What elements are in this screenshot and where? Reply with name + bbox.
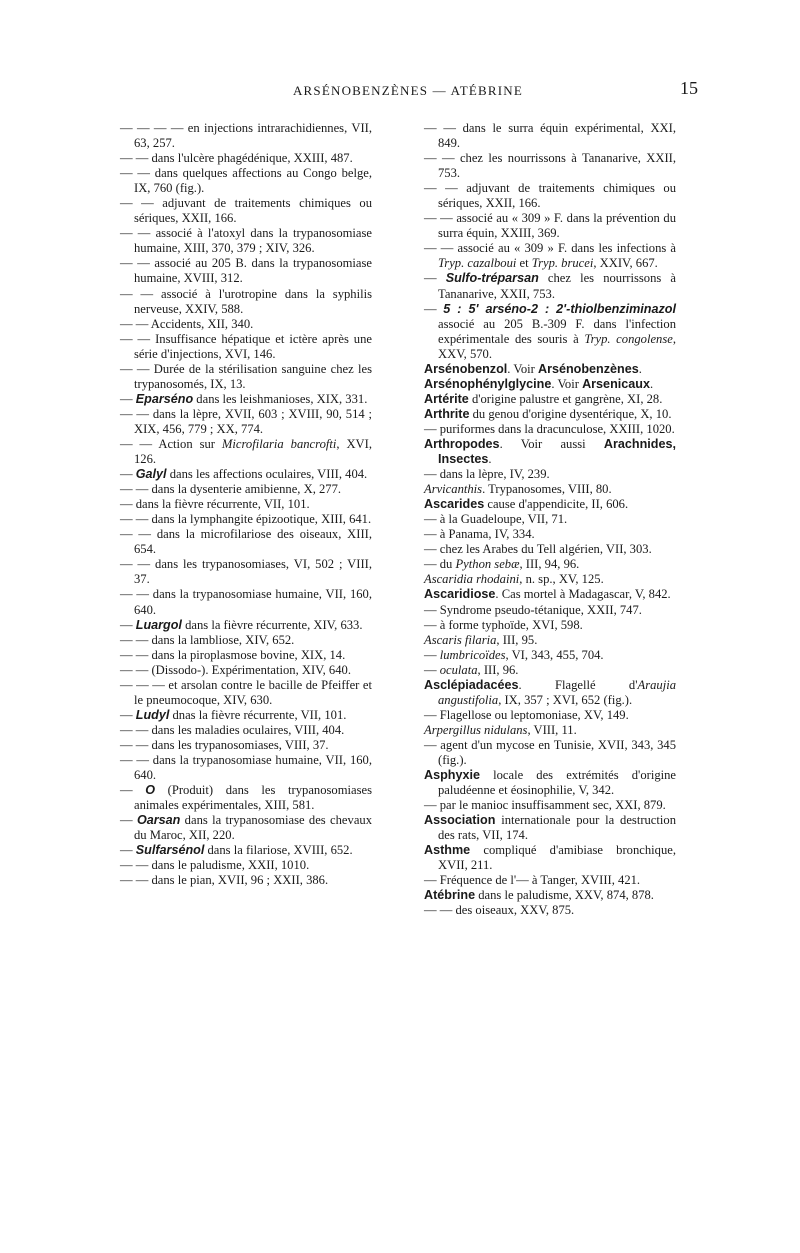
entry-text: Arsenicaux: [582, 376, 650, 391]
entry-text: internationale pour la destruction des rats, VII, 174.: [438, 813, 676, 843]
entry-text: —: [120, 843, 136, 858]
index-entry: [424, 603, 676, 618]
entry-text: Sulfo-tréparsan: [445, 271, 539, 286]
entry-text: —: [120, 783, 146, 798]
index-entry: [120, 813, 372, 843]
entry-text: — dans la fièvre récurrente, VII, 101.: [120, 497, 310, 512]
entry-text: — — dans les maladies oculaires, VIII, 404.: [120, 722, 345, 737]
entry-text: — — dans les trypanosomiases, VIII, 37.: [120, 737, 329, 752]
entry-text: — — dans le pian, XVII, 96 ; XXII, 386.: [120, 873, 329, 888]
entry-text: Arsénobenzènes: [537, 361, 639, 376]
index-entry: [424, 572, 676, 587]
index-entry: [424, 557, 676, 572]
index-entry: [424, 888, 676, 903]
entry-text: — — dans le surra équin expérimental, XXI, 849.: [424, 121, 676, 151]
entry-text: O: [145, 783, 156, 798]
entry-text: . Voir aussi: [499, 436, 604, 451]
index-entry: [120, 196, 372, 226]
entry-text: dans la fièvre récurrente, XIV, 633.: [181, 617, 363, 632]
entry-text: —: [424, 647, 440, 662]
entry-text: — — associé au 205 B. dans la trypanosomiase humaine, XVIII, 312.: [120, 256, 372, 286]
entry-text: — par le manioc insuffisamment sec, XXI, 879.: [424, 798, 666, 813]
index-entry: [424, 241, 676, 271]
entry-text: . Voir: [551, 376, 583, 391]
entry-text: Arthropodes: [424, 436, 500, 451]
entry-text: Microfilaria bancrofti: [221, 436, 337, 451]
entry-text: Arthrite: [424, 406, 470, 421]
index-entry: [120, 783, 372, 813]
index-column-left: [120, 121, 372, 888]
entry-text: — — dans l'ulcère phagédénique, XXIII, 487.: [120, 151, 353, 166]
index-entry: [424, 768, 676, 798]
entry-text: compliqué d'amibiase bronchique, XVII, 211.: [438, 843, 676, 873]
index-entry: [424, 271, 676, 301]
index-entry: [424, 633, 676, 648]
entry-text: Asclépiadacées: [424, 677, 519, 692]
index-entry: [120, 287, 372, 317]
entry-text: Atébrine: [424, 888, 476, 903]
entry-text: Association: [424, 813, 496, 828]
entry-text: , IX, 357 ; XVI, 652 (fig.).: [498, 692, 633, 707]
entry-text: dans la filariose, XVIII, 652.: [204, 843, 353, 858]
entry-text: — agent d'un mycose en Tunisie, XVII, 343, 345 (fig.).: [424, 737, 676, 767]
entry-text: — Fréquence de l'— à Tanger, XVIII, 421.: [424, 873, 641, 888]
entry-text: — Flagellose ou leptomoniase, XV, 149.: [424, 707, 629, 722]
index-entry: [120, 482, 372, 497]
entry-text: — — associé au « 309 » F. dans la prévention du surra équin, XXIII, 369.: [424, 211, 676, 241]
entry-text: locale des extrémités d'origine paludéenne et éosinophilie, V, 342.: [438, 768, 676, 798]
entry-text: Python sebæ: [455, 557, 520, 572]
index-entry: [120, 708, 372, 723]
entry-text: — — dans la trypanosomiase humaine, VII, 160, 640.: [120, 587, 372, 617]
entry-text: — — associé à l'atoxyl dans la trypanosomiase humaine, XIII, 370, 379 ; XIV, 326.: [120, 226, 372, 256]
entry-text: , III, 94, 96.: [519, 557, 580, 572]
entry-text: Ascarides: [424, 497, 485, 512]
index-entry: [424, 151, 676, 181]
entry-text: — — dans la piroplasmose bovine, XIX, 14.: [120, 647, 346, 662]
entry-text: —: [120, 813, 137, 828]
index-entry: [424, 497, 676, 512]
running-title: ARSÉNOBENZÈNES — ATÉBRINE: [292, 83, 524, 98]
entry-text: — — (Dissodo-). Expérimentation, XIV, 640.: [120, 662, 351, 677]
entry-text: — à Panama, IV, 334.: [424, 527, 535, 542]
index-entry: [120, 226, 372, 256]
index-entry: [424, 302, 676, 362]
entry-text: dans la trypanosomiase des chevaux du Maroc, XII, 220.: [134, 813, 372, 843]
index-entry: [120, 512, 372, 527]
index-entry: [120, 151, 372, 166]
entry-text: 5 : 5' arséno-2 : 2'-thiolbenziminazol: [443, 301, 676, 316]
entry-text: Ascaris filaria: [424, 632, 497, 647]
entry-text: —: [120, 391, 136, 406]
index-entry: [424, 618, 676, 633]
index-entry: [120, 437, 372, 467]
entry-text: — — adjuvant de traitements chimiques ou sériques, XXII, 166.: [424, 181, 676, 211]
index-entry: [120, 663, 372, 678]
entry-text: — chez les Arabes du Tell algérien, VII, 303.: [424, 542, 652, 557]
index-entry: [120, 332, 372, 362]
entry-text: Tryp. congolense: [584, 331, 673, 346]
entry-text: . Voir: [507, 361, 538, 376]
index-entry: [120, 256, 372, 286]
entry-text: , VIII, 11.: [527, 722, 577, 737]
entry-text: dans les affections oculaires, VIII, 404.: [166, 467, 368, 482]
index-entry: [424, 738, 676, 768]
entry-text: — — associé au « 309 » F. dans les infections à: [424, 241, 676, 256]
entry-text: oculata: [439, 662, 478, 677]
entry-text: —: [424, 662, 440, 677]
entry-text: — — des oiseaux, XXV, 875.: [424, 903, 575, 918]
entry-text: dnas la fièvre récurrente, VII, 101.: [169, 707, 347, 722]
index-entry: [424, 482, 676, 497]
index-entry: [120, 587, 372, 617]
entry-text: . Flagellé d': [518, 677, 638, 692]
entry-text: , XXV, 570.: [438, 331, 676, 361]
entry-text: lumbricoïdes: [439, 647, 506, 662]
index-entry: [120, 407, 372, 437]
entry-text: — — — et arsolan contre le bacille de Pfeiffer et le pneumocoque, XIV, 630.: [120, 677, 372, 707]
index-entry: [424, 512, 676, 527]
index-entry: [120, 723, 372, 738]
entry-text: — — Durée de la stérilisation sanguine chez les trypanosomés, IX, 13.: [120, 361, 372, 391]
index-column-right: [424, 121, 676, 918]
entry-text: , III, 96.: [477, 662, 519, 677]
index-entry: [424, 723, 676, 738]
page-number: 15: [680, 78, 698, 98]
entry-text: d'origine palustre et gangrène, XI, 28.: [468, 391, 663, 406]
index-entry: [120, 873, 372, 888]
index-entry: [424, 467, 676, 482]
index-entry: [424, 407, 676, 422]
entry-text: Asphyxie: [424, 768, 480, 783]
index-entry: [120, 858, 372, 873]
index-entry: [424, 211, 676, 241]
entry-text: — à la Guadeloupe, VII, 71.: [424, 512, 568, 527]
entry-text: chez les nourrissons à Tananarive, XXII, 753.: [438, 271, 676, 301]
index-entry: [424, 813, 676, 843]
entry-text: dans le paludisme, XXV, 874, 878.: [475, 888, 654, 903]
index-entry: [424, 843, 676, 873]
entry-text: — — dans le paludisme, XXII, 1010.: [120, 858, 310, 873]
entry-text: — — dans la lèpre, XVII, 603 ; XVIII, 90, 514 ; XIX, 456, 779 ; XX, 774.: [120, 406, 372, 436]
entry-text: — à forme typhoïde, XVI, 598.: [424, 617, 583, 632]
entry-text: —: [120, 617, 136, 632]
entry-text: du genou d'origine dysentérique, X, 10.: [469, 406, 672, 421]
index-entry: [424, 663, 676, 678]
index-entry: [120, 317, 372, 332]
page-header: [118, 78, 698, 102]
index-entry: [424, 542, 676, 557]
index-entry: [424, 392, 676, 407]
entry-text: Arvicanthis: [424, 482, 483, 497]
index-entry: [120, 467, 372, 482]
entry-text: — puriformes dans la dracunculose, XXIII, 1020.: [424, 421, 675, 436]
entry-text: dans les leishmanioses, XIX, 331.: [193, 391, 368, 406]
entry-text: cause d'appendicite, II, 606.: [484, 497, 629, 512]
index-entry: [120, 166, 372, 196]
entry-text: Sulfarsénol: [135, 843, 205, 858]
entry-text: . Cas mortel à Madagascar, V, 842.: [495, 587, 671, 602]
entry-text: (Produit) dans les trypanosomiases animales expérimentales, XIII, 581.: [134, 783, 372, 813]
entry-text: —: [424, 271, 446, 286]
entry-text: — — chez les nourrissons à Tananarive, XXII, 753.: [424, 151, 676, 181]
entry-text: — — dans la lambliose, XIV, 652.: [120, 632, 295, 647]
index-entry: [120, 648, 372, 663]
entry-text: — — dans la lymphangite épizootique, XIII, 641.: [120, 512, 372, 527]
index-entry: [424, 903, 676, 918]
index-entry: [120, 557, 372, 587]
entry-text: Ascaridia rhodaini: [424, 572, 520, 587]
index-entry: [120, 753, 372, 783]
entry-text: —: [120, 707, 136, 722]
entry-text: Galyl: [135, 467, 167, 482]
index-entry: [120, 497, 372, 512]
index-entry: [424, 181, 676, 211]
entry-text: Arachnides, Insectes: [438, 436, 676, 467]
entry-text: , VI, 343, 455, 704.: [505, 647, 604, 662]
entry-text: — du: [424, 557, 456, 572]
entry-text: Arpergillus nidulans: [424, 722, 528, 737]
entry-text: Tryp. cazalboui: [438, 256, 517, 271]
index-entry: [424, 377, 676, 392]
entry-text: . Trypanosomes, VIII, 80.: [482, 482, 612, 497]
entry-text: et: [516, 256, 532, 271]
index-entry: [424, 587, 676, 602]
entry-text: — Syndrome pseudo-tétanique, XXII, 747.: [424, 602, 642, 617]
entry-text: — — dans la trypanosomiase humaine, VII, 160, 640.: [120, 752, 372, 783]
index-entry: [424, 678, 676, 708]
entry-text: .: [488, 452, 492, 467]
index-entry: [424, 362, 676, 377]
index-entry: [120, 527, 372, 557]
index-entry: [120, 121, 372, 151]
entry-text: — — Accidents, XII, 340.: [120, 316, 254, 331]
entry-text: Ludyl: [135, 707, 170, 722]
index-entry: [424, 708, 676, 723]
entry-text: .: [649, 376, 654, 391]
entry-text: — — dans les trypanosomiases, VI, 502 ; VIII, 37.: [120, 557, 372, 587]
index-entry: [120, 392, 372, 407]
entry-text: — dans la lèpre, IV, 239.: [424, 467, 550, 482]
entry-text: —: [120, 467, 136, 482]
entry-text: — — — — en injections intrarachidiennes, VII, 63, 257.: [120, 121, 372, 151]
entry-text: Asthme: [424, 843, 471, 858]
entry-text: — — dans la microfilariose des oiseaux, XIII, 654.: [120, 527, 372, 557]
index-entry: [120, 738, 372, 753]
entry-text: — — dans la dysenterie amibienne, X, 277.: [120, 482, 342, 497]
entry-text: , III, 95.: [496, 632, 538, 647]
entry-text: — — dans quelques affections au Congo belge, IX, 760 (fig.).: [120, 166, 372, 196]
entry-text: Arsénophénylglycine: [424, 376, 552, 391]
entry-text: .: [638, 361, 642, 376]
index-entry: [424, 121, 676, 151]
index-entry: [424, 527, 676, 542]
index-entry: [120, 362, 372, 392]
entry-text: , XXIV, 667.: [593, 256, 658, 271]
entry-text: Arsénobenzol: [424, 361, 508, 376]
entry-text: Oarsan: [136, 813, 181, 828]
index-entry: [120, 618, 372, 633]
index-entry: [120, 843, 372, 858]
index-entry: [120, 678, 372, 708]
index-entry: [424, 437, 676, 467]
entry-text: —: [424, 301, 444, 316]
index-entry: [424, 798, 676, 813]
entry-text: associé au 205 B.-309 F. dans l'infection expérimentale des souris à: [438, 316, 676, 346]
entry-text: , n. sp., XV, 125.: [519, 572, 604, 587]
entry-text: Tryp. brucei: [531, 256, 594, 271]
index-entry: [424, 873, 676, 888]
index-entry: [424, 648, 676, 663]
entry-text: — — adjuvant de traitements chimiques ou sériques, XXII, 166.: [120, 196, 372, 226]
entry-text: — — associé à l'urotropine dans la syphilis nerveuse, XXIV, 588.: [120, 286, 372, 316]
entry-text: — — Action sur: [120, 436, 222, 451]
entry-text: Luargol: [135, 617, 182, 632]
entry-text: Ascaridiose: [424, 587, 496, 602]
entry-text: Artérite: [424, 391, 469, 406]
entry-text: , XVI, 126.: [134, 436, 372, 467]
entry-text: Araujia angustifolia: [438, 677, 676, 707]
entry-text: Eparséno: [135, 391, 194, 406]
index-entry: [120, 633, 372, 648]
entry-text: — — Insuffisance hépatique et ictère après une série d'injections, XVI, 146.: [120, 331, 372, 361]
index-entry: [424, 422, 676, 437]
